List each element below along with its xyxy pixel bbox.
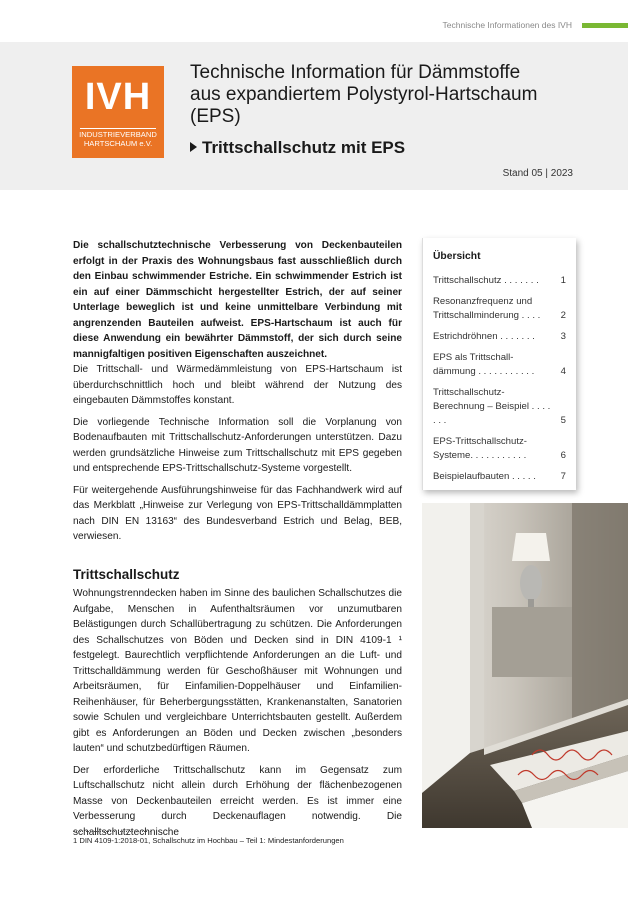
overview-item[interactable] xyxy=(433,435,566,463)
overview-item[interactable] xyxy=(433,295,566,323)
section-paragraph-2: Der erforderliche Trittschallschutz kann im Gegensatz zum Luftschallschutz nicht allein durch Erhöhung der flächenbezogenen Masse von Deckenbauteilen erreicht werden. Es ist immer eine Verbesserung durch Deckenauflagen notwendig. Die schalltschutztechnische xyxy=(73,764,402,838)
overview-item[interactable] xyxy=(433,351,566,379)
footnote-divider xyxy=(73,831,151,832)
overview-item[interactable] xyxy=(433,470,566,484)
overview-item-page: 7 xyxy=(560,471,566,482)
overview-item-page: 3 xyxy=(560,331,566,342)
overview-item-page: 4 xyxy=(560,366,566,377)
overview-item-label: Trittschallschutz-Berechnung – Beispiel . . . . . . . xyxy=(433,387,551,426)
ivh-logo xyxy=(72,66,164,158)
paragraph-3: Für weitergehende Ausführungshinweise für das Fachhandwerk wird auf das Merkblatt „Hinweise zur Verlegung von EPS-Trittschalldämmplatten nach DIN EN 13163“ des Bundesverband Estrich und Belag, BEB, verwiesen. xyxy=(73,484,402,542)
header-label: Technische Informationen des IVH xyxy=(442,20,572,30)
overview-item-page: 1 xyxy=(560,275,566,286)
overview-item-label: Resonanzfrequenz und Trittschallminderung . . . . xyxy=(433,296,541,321)
logo-line-1: INDUSTRIEVERBAND xyxy=(79,130,157,139)
paragraph-2: Die vorliegende Technische Information soll die Vorplanung von Bodenaufbauten mit Trittschallschutz-Anforderungen unterstützen. Dazu werden grundsätzliche Hinweise zum Trittschallschutz mit EPS gegeben und entsprechende EPS-Trittschallschutz-Systeme vorgestellt. xyxy=(73,416,402,474)
logo-text xyxy=(76,130,160,148)
logo-divider xyxy=(80,128,156,129)
overview-item-label: Trittschallschutz . . . . . . . xyxy=(433,275,539,286)
overview-item-label: EPS-Trittschallschutz-Systeme. . . . . . . . . . . xyxy=(433,436,528,461)
subtitle-text: Trittschallschutz mit EPS xyxy=(202,138,406,157)
overview-item-page: 6 xyxy=(560,450,566,461)
paragraph-1: Die Trittschall- und Wärmedämmleistung von EPS-Hartschaum ist überdurchschnittlich hoch und bleibt während der Nutzung des eingebauten Dämmstoffes konstant. xyxy=(73,364,402,406)
section-paragraph-1: Wohnungstrenndecken haben im Sinne des baulichen Schallschutzes die Aufgabe, Menschen in Aufenthaltsräumen vor unzumutbaren Belästigungen durch Schallübertragung zu schützen. Die Anforderungen des Schallschutzes von Böden und Decken sind in DIN 4109-1 ¹ festgelegt. Baurechtlich verpflichtende Anforderungen an die Luft- und Trittschalldämmung werden für Geschoßhäuser mit Wohnungen und Arbeitsräumen, für Einfamilien-Doppelhäuser und Einfamilien-Reihenhäuser, für Beherbergungsstätten, Krankenanstalten, Sanatorien sowie Schulen und vergleichbare Unterrichtsbauten gestellt. Außerdem gibt es Anforderungen an Böden und Decken zwischen „besonders lauten“ und schutzbedürftigen Räumen. xyxy=(73,588,402,754)
overview-item-page: 2 xyxy=(560,310,566,321)
overview-box xyxy=(422,238,576,490)
accent-bar xyxy=(582,23,628,28)
issue-date: Stand 05 | 2023 xyxy=(502,168,573,179)
document-title xyxy=(190,62,590,128)
overview-item[interactable] xyxy=(433,386,566,428)
floor-construction-photo xyxy=(422,503,628,828)
triangle-right-icon xyxy=(190,142,197,152)
overview-item[interactable] xyxy=(433,330,566,344)
section-heading: Trittschallschutz xyxy=(73,566,180,582)
intro-paragraph: Die schallschutztechnische Verbesserung von Deckenbauteilen erfolgt in der Praxis des Wohnungsbaus fast ausschließlich durch den Einbau schwimmender Estriche. Ein schwimmender Estrich ist ein auf einer Dämmschicht hergestellter Estrich, der auf seiner Unterlage beweglich ist und keine unmittelbare Verbindung mit angrenzenden Bauteilen aufweist. EPS-Hartschaum ist auch für diese Anwendung ein bewährter Dämmstoff, der sich durch seine mannigfaltigen positiven Eigenschaften auszeichnet. xyxy=(73,240,402,360)
logo-abbr: IVH xyxy=(84,76,152,118)
overview-item-label: EPS als Trittschall-dämmung . . . . . . . . . . . xyxy=(433,352,535,377)
footnote: 1 DIN 4109-1:2018-01, Schallschutz im Hochbau – Teil 1: Mindestanforderungen xyxy=(73,836,344,845)
title-line-3: (EPS) xyxy=(190,106,241,127)
overview-item-page: 5 xyxy=(560,415,566,426)
title-line-1: Technische Information für Dämmstoffe xyxy=(190,62,521,83)
main-text xyxy=(73,238,402,846)
overview-item-label: Estrichdröhnen . . . . . . . xyxy=(433,331,535,342)
title-line-2: aus expandiertem Polystyrol-Hartschaum xyxy=(190,84,538,105)
overview-title: Übersicht xyxy=(433,251,481,262)
logo-line-2: HARTSCHAUM e.V. xyxy=(83,139,153,148)
photo-illustration xyxy=(422,503,628,828)
document-subtitle xyxy=(190,138,405,158)
overview-item[interactable] xyxy=(433,274,566,288)
overview-item-label: Beispielaufbauten . . . . . xyxy=(433,471,536,482)
